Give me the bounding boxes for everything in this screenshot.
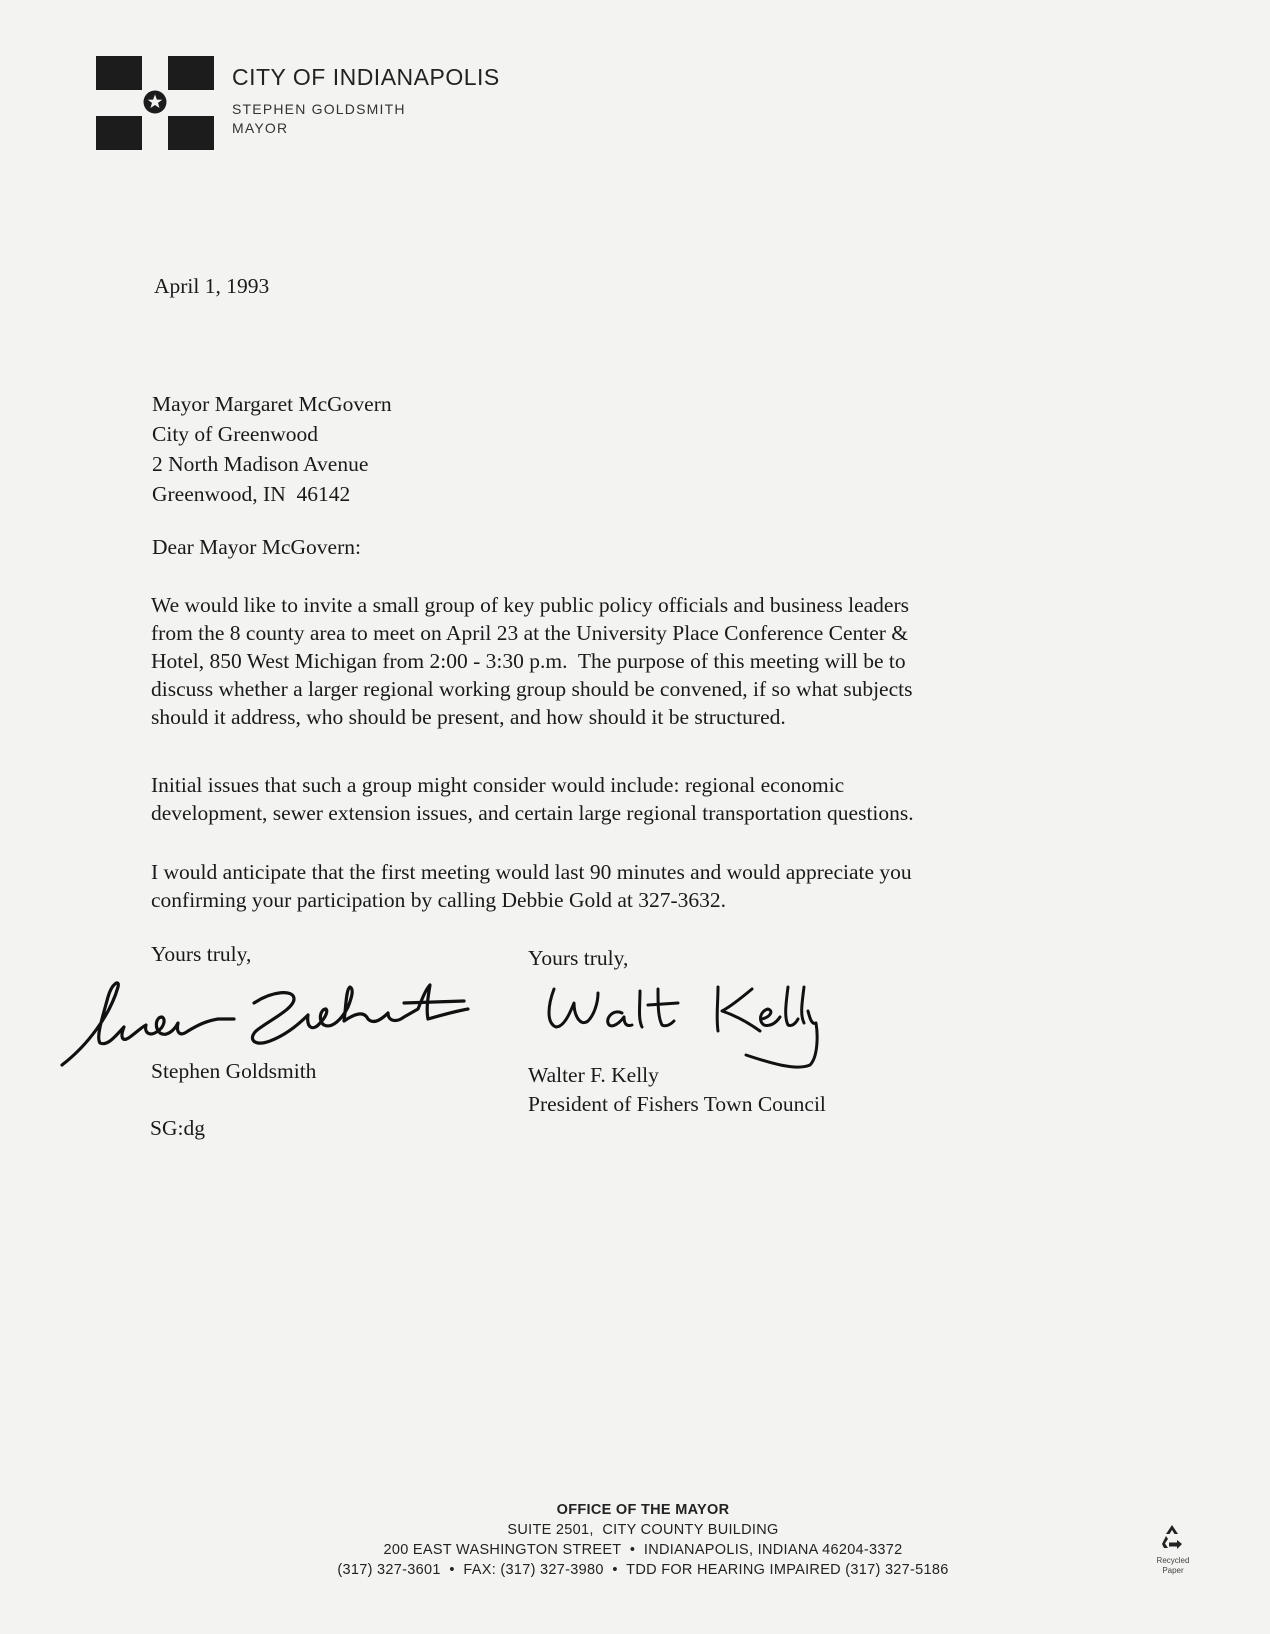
signer-1-name: Stephen Goldsmith: [151, 1059, 317, 1083]
body-paragraph-3: [151, 858, 1086, 914]
recipient-name: Mayor Margaret McGovern: [152, 392, 392, 416]
paragraph-line: Hotel, 850 West Michigan from 2:00 - 3:30 p.m. The purpose of this meeting will be to: [151, 649, 906, 673]
recycle-label-2: Paper: [1162, 1566, 1184, 1575]
body-paragraph-1: [151, 591, 1086, 731]
logo-block-top-left: [96, 56, 142, 90]
paragraph-line: Initial issues that such a group might consider would include: regional economic: [151, 773, 845, 797]
logo-block-bottom-right: [168, 116, 214, 150]
typist-initials: SG:dg: [150, 1116, 205, 1140]
logo-block-top-right: [168, 56, 214, 90]
footer-suite: SUITE 2501, CITY COUNTY BUILDING: [507, 1522, 779, 1538]
signer-2-closing: Yours truly,: [528, 946, 629, 970]
signature-goldsmith: [58, 975, 488, 1070]
signer-2-name: Walter F. Kelly: [528, 1063, 659, 1087]
recipient-address: [152, 389, 392, 509]
letter-date: April 1, 1993: [154, 274, 270, 298]
footer-office: OFFICE OF THE MAYOR: [556, 1502, 730, 1518]
recycle-label-1: Recycled: [1156, 1556, 1190, 1565]
city-star-seal-icon: [142, 89, 168, 115]
paragraph-line: discuss whether a larger regional working group should be convened, if so what subjects: [151, 677, 913, 701]
paragraph-line: development, sewer extension issues, and certain large regional transportation questions.: [151, 801, 914, 825]
signer-2-title: President of Fishers Town Council: [528, 1092, 826, 1116]
footer-street: 200 EAST WASHINGTON STREET • INDIANAPOLIS, INDIANA 46204-3372: [383, 1542, 903, 1558]
paragraph-line: We would like to invite a small group of key public policy officials and business leaders: [151, 593, 909, 617]
salutation: Dear Mayor McGovern:: [152, 535, 361, 559]
recipient-org: City of Greenwood: [152, 422, 318, 446]
mayor-name: STEPHEN GOLDSMITH: [232, 101, 406, 117]
paragraph-line: I would anticipate that the first meeting would last 90 minutes and would appreciate you: [151, 860, 912, 884]
paragraph-line: from the 8 county area to meet on April 23 at the University Place Conference Center &: [151, 621, 909, 645]
logo-block-bottom-left: [96, 116, 142, 150]
org-name: CITY OF INDIANAPOLIS: [232, 64, 500, 90]
recipient-street: 2 North Madison Avenue: [152, 452, 369, 476]
footer-phones: (317) 327-3601 • FAX: (317) 327-3980 • TDD FOR HEARING IMPAIRED (317) 327-5186: [337, 1562, 949, 1578]
mayor-title: MAYOR: [232, 120, 289, 136]
recipient-city: Greenwood, IN 46142: [152, 482, 351, 506]
signer-1-closing: Yours truly,: [151, 942, 252, 966]
recycle-icon: [1157, 1522, 1187, 1552]
paragraph-line: should it address, who should be present, and how should it be structured.: [151, 705, 786, 729]
body-paragraph-2: [151, 771, 1086, 827]
paragraph-line: confirming your participation by calling Debbie Gold at 327-3632.: [151, 888, 726, 912]
